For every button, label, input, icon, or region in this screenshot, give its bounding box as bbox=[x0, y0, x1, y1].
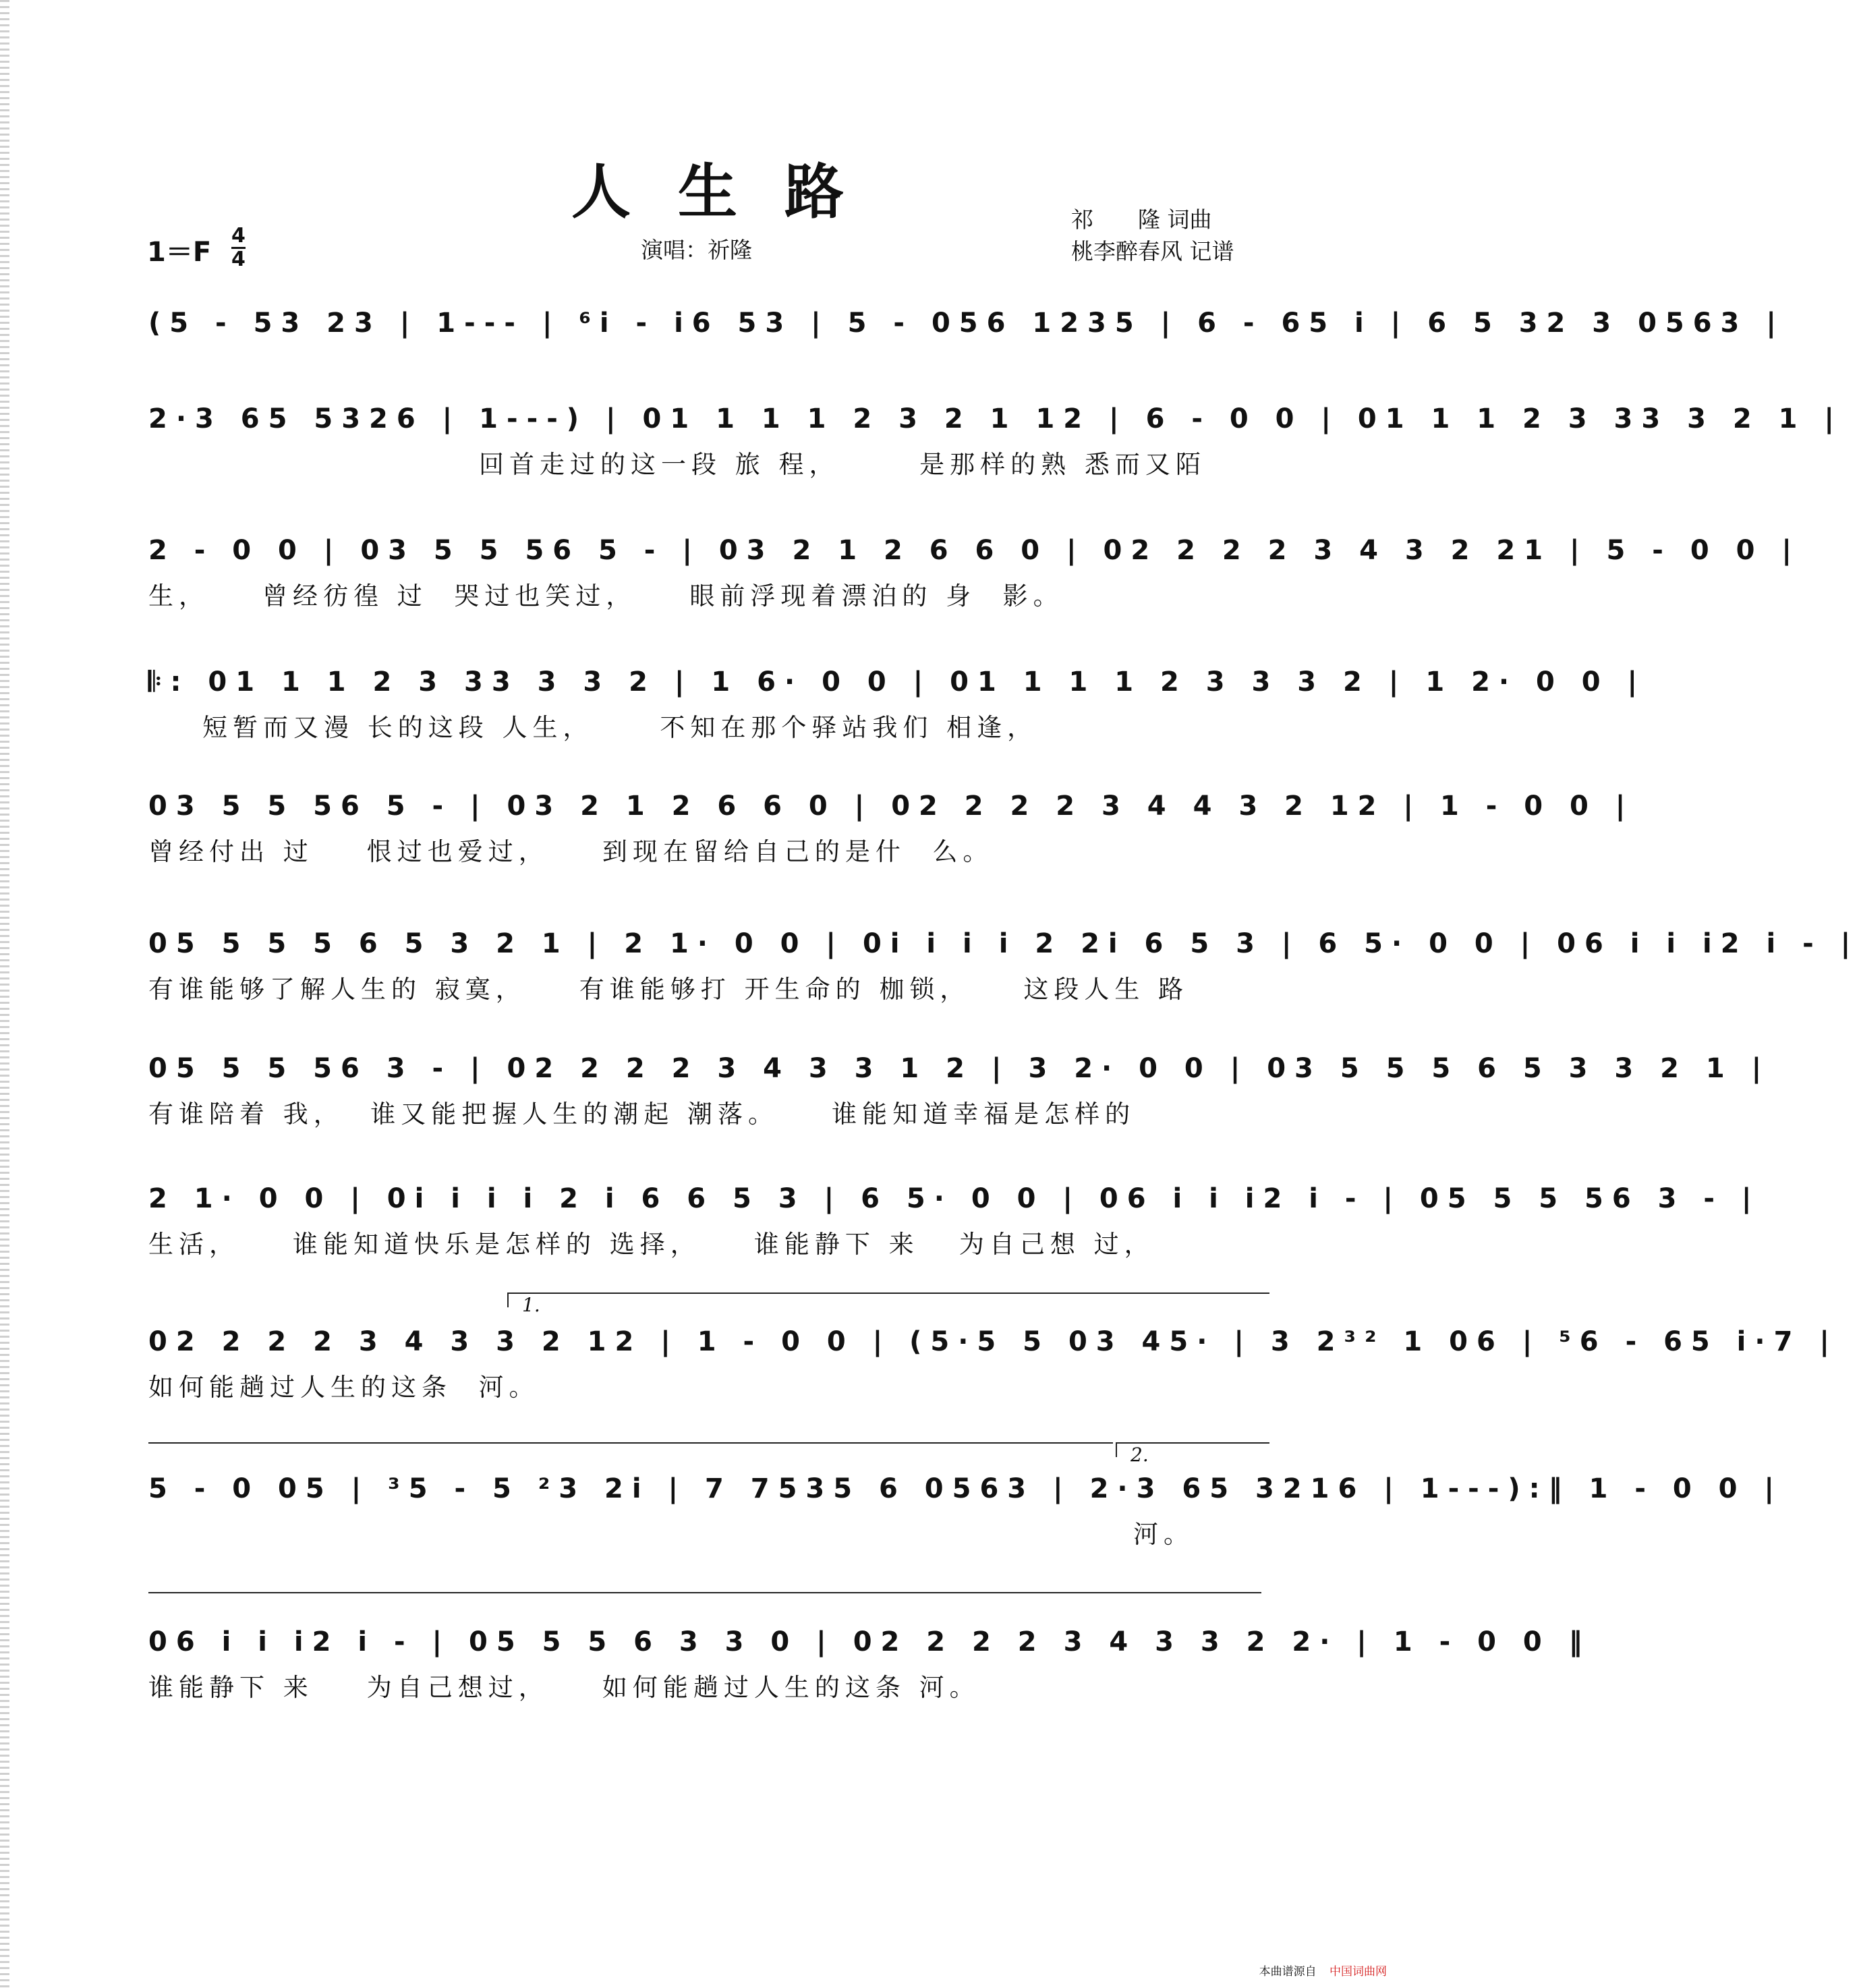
time-signature-bottom: 4 bbox=[231, 248, 246, 271]
score-row-8 bbox=[148, 1179, 1761, 1260]
notation-line: 5 - 0 05 | ³5 - 5 ²3 2i | 7 7535 6 0563 | 2·3 65 3216 | 1---):‖ 1 - 0 0 | bbox=[148, 1473, 1783, 1504]
notation-line: 2 - 0 0 | 03 5 5 56 5 - | 03 2 1 2 6 6 0 | 02 2 2 2 3 4 3 2 21 | 5 - 0 0 | bbox=[148, 535, 1800, 566]
lyrics-line: 有谁陪着 我， 谁又能把握人生的潮起 潮落。 谁能知道幸福是怎样的 bbox=[148, 1100, 1136, 1129]
notation-line: (5 - 53 23 | 1--- | ⁶i - i6 53 | 5 - 056 1235 | 6 - 65 i | 6 5 32 3 0563 | bbox=[148, 308, 1785, 339]
score-row-2 bbox=[148, 399, 1843, 480]
credits-block bbox=[1071, 204, 1234, 267]
notation-line: 03 5 5 56 5 - | 03 2 1 2 6 6 0 | 02 2 2 2 3 4 4 3 2 12 | 1 - 0 0 | bbox=[148, 791, 1634, 822]
volta-second-label: 2. bbox=[1131, 1444, 1149, 1466]
time-signature bbox=[231, 225, 246, 271]
score-row-11 bbox=[148, 1622, 1591, 1703]
volta-second-ending bbox=[1116, 1442, 1269, 1466]
lyrics-line: 曾经付出 过 恨过也爱过， 到现在留给自己的是什 么。 bbox=[148, 837, 994, 866]
notation-line: 06 i i i2 i - | 05 5 5 6 3 3 0 | 02 2 2 2 3 4 3 3 2 2· | 1 - 0 0 ‖ bbox=[148, 1626, 1591, 1657]
notation-line: 2 1· 0 0 | 0i i i i 2 i 6 6 5 3 | 6 5· 0 0 | 06 i i i2 i - | 05 5 5 56 3 - | bbox=[148, 1183, 1761, 1214]
lyrics-line: 有谁能够了解人生的 寂寞， 有谁能够打 开生命的 枷锁， 这段人生 路 bbox=[148, 975, 1189, 1004]
score-row-10 bbox=[148, 1469, 1783, 1550]
key-signature: 1＝F bbox=[147, 237, 212, 268]
notation-line: 05 5 5 5 6 5 3 2 1 | 2 1· 0 0 | 0i i i i 2 2i 6 5 3 | 6 5· 0 0 | 06 i i i2 i - | bbox=[148, 928, 1859, 959]
lyrics-line: 如何能趟过人生的这条 河。 bbox=[148, 1373, 540, 1402]
footer-source-label: 本曲谱源自 bbox=[1259, 1965, 1317, 1979]
coda-line bbox=[148, 1592, 1261, 1593]
notation-line: 2·3 65 5326 | 1---) | 01 1 1 1 2 3 2 1 12 | 6 - 0 0 | 01 1 1 2 3 33 3 2 1 | bbox=[148, 403, 1843, 434]
transcriber-credit: 桃李醉春风 记谱 bbox=[1071, 238, 1234, 264]
score-row-3 bbox=[148, 531, 1800, 612]
lyricist-composer-credit: 祁 隆 词曲 bbox=[1071, 206, 1212, 233]
score-row-1 bbox=[148, 304, 1785, 348]
lyrics-line: 生活， 谁能知道快乐是怎样的 选择， 谁能静下 来 为自己想 过， bbox=[148, 1230, 1155, 1259]
lyrics-line: 回首走过的这一段 旅 程， 是那样的熟 悉而又陌 bbox=[479, 450, 1206, 479]
score-row-9 bbox=[148, 1322, 1838, 1403]
notation-line: 𝄆: 01 1 1 2 3 33 3 3 2 | 1 6· 0 0 | 01 1 1 1 2 3 3 3 2 | 1 2· 0 0 | bbox=[148, 666, 1647, 698]
page-title: 人生路 bbox=[571, 157, 891, 227]
lyrics-line: 短暂而又漫 长的这段 人生， 不知在那个驿站我们 相逢， bbox=[202, 713, 1038, 742]
volta-first-ending bbox=[507, 1293, 1269, 1316]
score-row-4 bbox=[148, 662, 1647, 743]
score-row-7 bbox=[148, 1049, 1771, 1130]
volta-first-label: 1. bbox=[522, 1294, 540, 1316]
decorative-border-strip bbox=[0, 0, 9, 1988]
score-row-5 bbox=[148, 787, 1634, 868]
footer-site-link[interactable]: 中国词曲网 bbox=[1329, 1965, 1387, 1979]
singer-credit: 演唱：祈隆 bbox=[641, 237, 752, 263]
footer-source bbox=[1259, 1962, 1387, 1979]
time-signature-top: 4 bbox=[231, 224, 246, 248]
lyrics-line: 生， 曾经彷徨 过 哭过也笑过， 眼前浮现着漂泊的 身 影。 bbox=[148, 581, 1064, 610]
notation-line: 02 2 2 2 3 4 3 3 2 12 | 1 - 0 0 | (5·5 5 03 45· | 3 2³² 1 06 | ⁵6 - 65 i·7 | bbox=[148, 1326, 1838, 1357]
volta-continuation-line bbox=[148, 1442, 1113, 1444]
score-row-6 bbox=[148, 924, 1859, 1005]
lyrics-line: 河。 bbox=[1133, 1520, 1194, 1549]
lyrics-line: 谁能静下 来 为自己想过， 如何能趟过人生的这条 河。 bbox=[148, 1673, 980, 1702]
notation-line: 05 5 5 56 3 - | 02 2 2 2 3 4 3 3 1 2 | 3 2· 0 0 | 03 5 5 5 6 5 3 3 2 1 | bbox=[148, 1053, 1771, 1084]
